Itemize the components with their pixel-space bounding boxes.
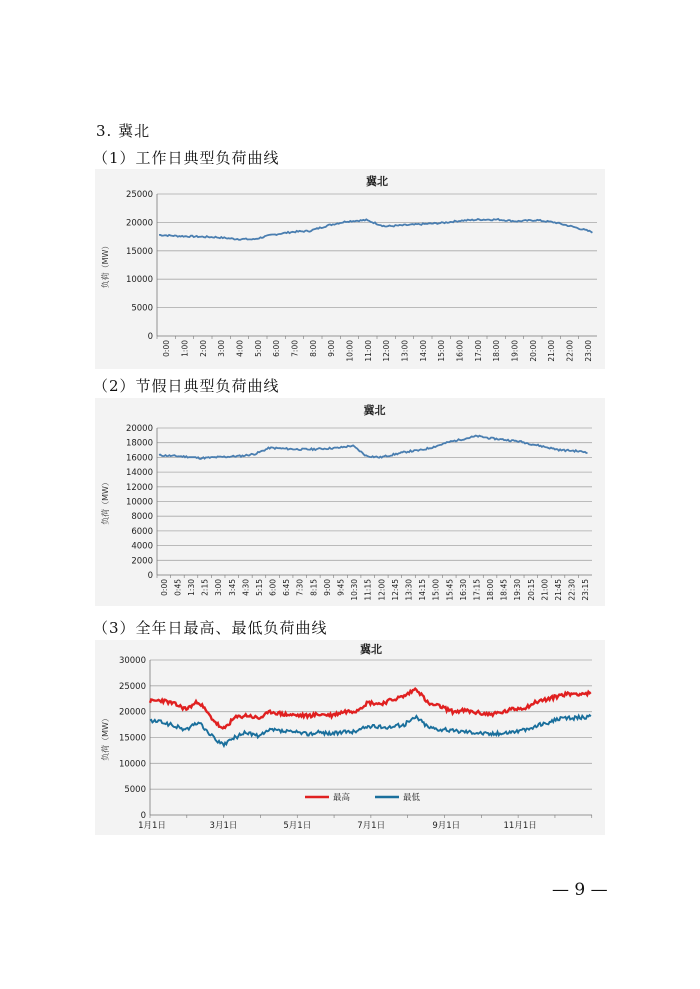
x-tick-label: 2:15 — [200, 579, 210, 596]
chart-title: 冀北 — [363, 404, 386, 417]
x-tick-label: 15:00 — [431, 579, 441, 601]
x-tick-label: 10:00 — [345, 340, 355, 362]
x-tick-label: 19:00 — [510, 340, 520, 362]
x-tick-label: 1:30 — [186, 579, 196, 596]
x-tick-label: 1月1日 — [138, 821, 166, 831]
x-tick-label: 6:00 — [268, 579, 278, 596]
x-tick-label: 3:45 — [227, 579, 237, 596]
chart-2-panel — [95, 398, 605, 606]
legend-label: 最低 — [403, 793, 421, 803]
y-tick-label: 25000 — [118, 681, 146, 692]
y-tick-label: 2000 — [131, 556, 153, 567]
y-tick-label: 20000 — [125, 218, 153, 229]
x-tick-label: 13:30 — [404, 579, 414, 601]
x-tick-label: 2:00 — [198, 340, 208, 357]
x-tick-label: 21:45 — [554, 579, 564, 601]
x-tick-label: 7:30 — [295, 579, 305, 596]
x-tick-label: 19:30 — [513, 579, 523, 601]
legend-label: 最高 — [333, 793, 351, 803]
holiday-load-chart — [95, 398, 605, 606]
x-tick-label: 10:30 — [350, 579, 360, 601]
x-tick-label: 3:00 — [214, 579, 224, 596]
y-tick-label: 12000 — [125, 482, 153, 493]
chart-title: 冀北 — [366, 175, 388, 188]
y-tick-label: 20000 — [125, 424, 153, 434]
y-tick-label: 5000 — [124, 785, 146, 796]
y-tick-label: 10000 — [118, 759, 146, 770]
x-tick-label: 17:15 — [472, 579, 482, 601]
y-axis-label: 负荷（MW） — [101, 714, 110, 761]
y-tick-label: 10000 — [125, 275, 153, 286]
x-tick-label: 12:45 — [390, 579, 400, 601]
y-tick-label: 0 — [147, 332, 153, 342]
y-tick-label: 16000 — [125, 453, 153, 464]
x-tick-label: 16:30 — [458, 579, 468, 601]
x-tick-label: 4:00 — [235, 340, 245, 357]
x-tick-label: 22:30 — [567, 579, 577, 601]
page-number: — 9 — — [552, 880, 608, 900]
x-tick-label: 18:45 — [499, 579, 509, 601]
y-tick-label: 0 — [147, 571, 153, 581]
x-tick-label: 4:30 — [241, 579, 251, 596]
x-tick-label: 21:00 — [540, 579, 550, 601]
x-tick-label: 23:00 — [583, 340, 593, 362]
x-tick-label: 14:00 — [418, 340, 428, 362]
x-tick-label: 11:00 — [363, 340, 373, 362]
y-tick-label: 30000 — [118, 656, 146, 666]
chart-2-heading: （2）节假日典型负荷曲线 — [93, 377, 280, 395]
x-tick-label: 6:00 — [272, 340, 282, 357]
x-tick-label: 11:15 — [363, 579, 373, 601]
x-tick-label: 14:15 — [418, 579, 428, 601]
x-tick-label: 5月1日 — [283, 821, 312, 831]
y-axis-label: 负荷（MW） — [101, 241, 110, 289]
load-series-line — [159, 436, 588, 459]
x-tick-label: 0:00 — [162, 340, 172, 357]
x-tick-label: 9:00 — [327, 340, 337, 357]
chart-1-panel — [95, 169, 605, 369]
x-tick-label: 13:00 — [400, 340, 410, 362]
x-tick-label: 9:45 — [336, 579, 346, 596]
series-line-max — [150, 689, 591, 729]
chart-title: 冀北 — [360, 643, 382, 656]
x-tick-label: 0:45 — [173, 579, 183, 596]
y-tick-label: 25000 — [125, 190, 153, 200]
chart-1-heading: （1）工作日典型负荷曲线 — [93, 149, 280, 167]
x-tick-label: 9:00 — [322, 579, 332, 596]
x-tick-label: 3:00 — [217, 340, 227, 357]
x-tick-label: 18:00 — [486, 579, 496, 601]
x-tick-label: 15:45 — [445, 579, 455, 601]
x-tick-label: 11月1日 — [503, 821, 537, 831]
x-tick-label: 7月1日 — [357, 821, 386, 831]
y-tick-label: 15000 — [125, 246, 153, 257]
x-tick-label: 6:45 — [282, 579, 292, 596]
y-tick-label: 18000 — [125, 438, 153, 449]
x-tick-label: 9月1日 — [432, 821, 461, 831]
x-tick-label: 5:00 — [253, 340, 263, 357]
x-tick-label: 20:00 — [528, 340, 538, 362]
workday-load-chart — [95, 169, 605, 369]
y-tick-label: 8000 — [131, 512, 153, 523]
x-tick-label: 18:00 — [492, 340, 502, 362]
x-tick-label: 8:00 — [308, 340, 318, 357]
y-tick-label: 10000 — [125, 497, 153, 508]
y-axis-label: 负荷（MW） — [101, 478, 110, 525]
chart-3-heading: （3）全年日最高、最低负荷曲线 — [93, 619, 328, 637]
x-tick-label: 5:15 — [254, 579, 264, 596]
y-tick-label: 0 — [140, 811, 146, 821]
x-tick-label: 20:15 — [526, 579, 536, 601]
x-tick-label: 17:00 — [473, 340, 483, 362]
series-line-min — [150, 715, 591, 746]
annual-max-min-load-chart — [95, 640, 605, 835]
x-tick-label: 12:00 — [382, 340, 392, 362]
chart-3-panel — [95, 640, 605, 835]
y-tick-label: 5000 — [131, 303, 153, 314]
x-tick-label: 7:00 — [290, 340, 300, 357]
x-tick-label: 12:00 — [377, 579, 387, 601]
section-title: 3. 冀北 — [96, 122, 151, 140]
x-tick-label: 0:00 — [159, 579, 169, 596]
y-tick-label: 14000 — [125, 468, 153, 479]
y-tick-label: 20000 — [118, 707, 146, 718]
x-tick-label: 8:15 — [309, 579, 319, 596]
y-tick-label: 4000 — [131, 541, 153, 552]
y-tick-label: 6000 — [131, 526, 153, 537]
x-tick-label: 23:15 — [581, 579, 591, 601]
x-tick-label: 16:00 — [455, 340, 465, 362]
x-tick-label: 22:00 — [565, 340, 575, 362]
x-tick-label: 3月1日 — [209, 821, 238, 831]
x-tick-label: 1:00 — [180, 340, 190, 357]
x-tick-label: 15:00 — [437, 340, 447, 362]
y-tick-label: 15000 — [118, 733, 146, 744]
x-tick-label: 21:00 — [547, 340, 557, 362]
